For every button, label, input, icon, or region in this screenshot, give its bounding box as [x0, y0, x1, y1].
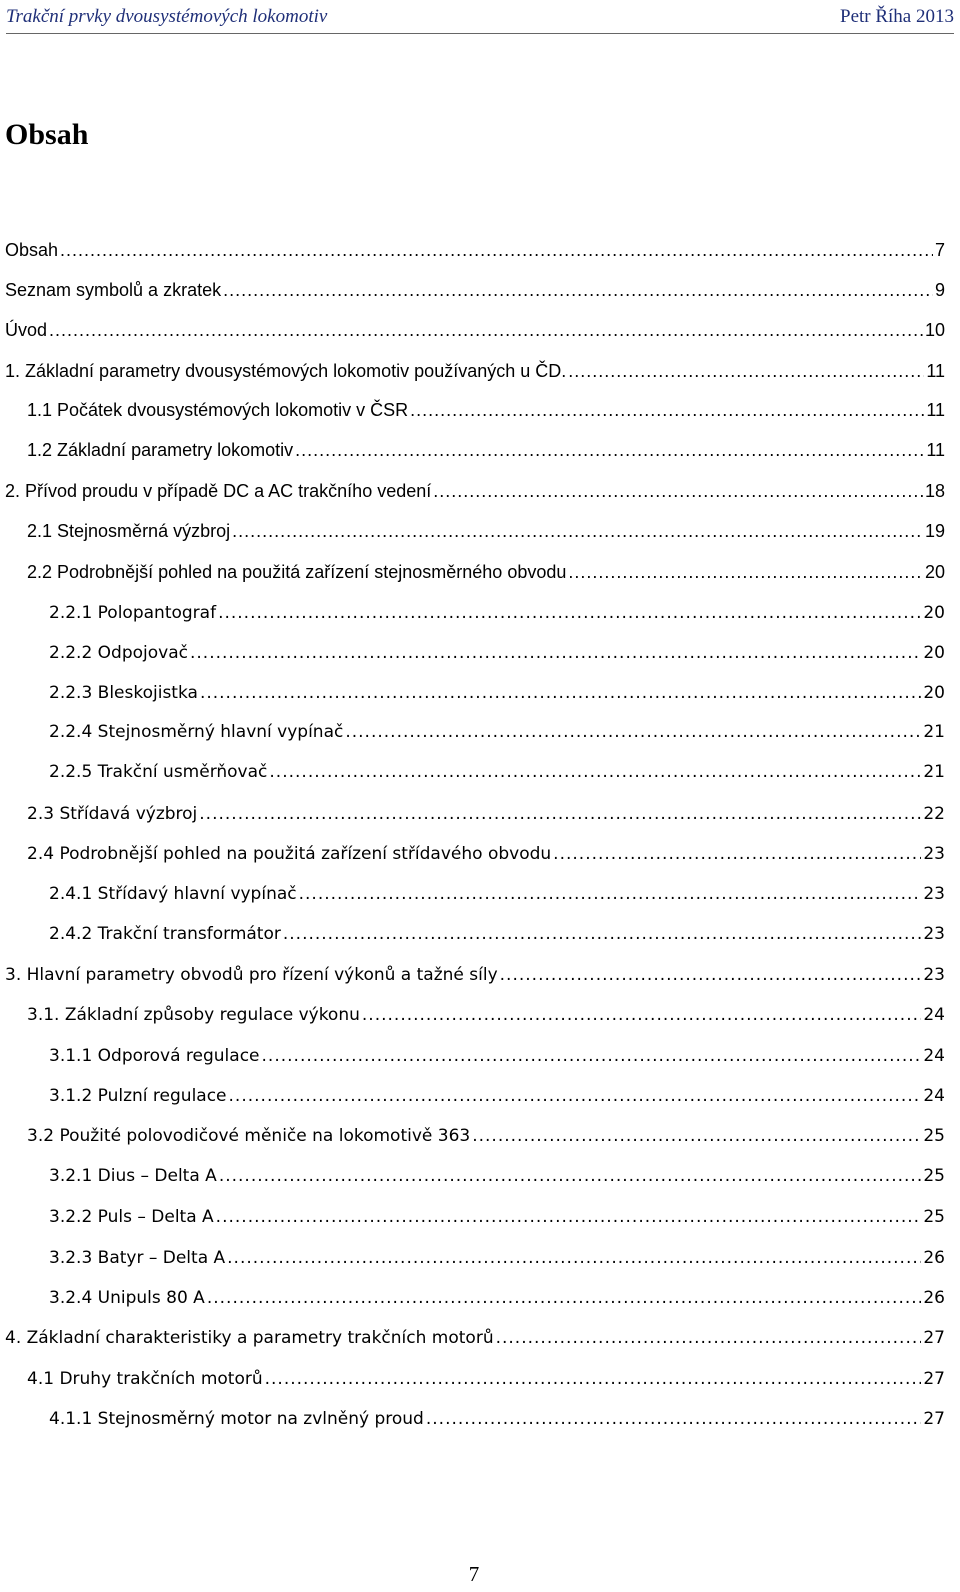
toc-entry-page: 21 — [923, 762, 945, 782]
toc-entry[interactable] — [5, 1248, 945, 1282]
toc-entry[interactable] — [5, 1207, 945, 1241]
toc-leader-dots — [265, 1369, 922, 1389]
toc-entry[interactable] — [5, 1086, 945, 1120]
toc-entry-label: 2.2.4 Stejnosměrný hlavní vypínač — [49, 722, 344, 742]
toc-leader-dots — [229, 1086, 922, 1106]
toc-entry-page: 10 — [924, 320, 945, 340]
toc-entry-page: 25 — [923, 1126, 945, 1146]
toc-entry-label: 2.4.1 Střídavý hlavní vypínač — [49, 884, 297, 904]
toc-entry[interactable] — [5, 1369, 945, 1403]
toc-entry[interactable] — [5, 603, 945, 637]
toc-entry[interactable] — [5, 1005, 945, 1039]
toc-entry-page: 27 — [923, 1369, 945, 1389]
toc-entry[interactable] — [5, 521, 945, 555]
toc-entry-page: 11 — [926, 361, 945, 381]
toc-leader-dots — [60, 240, 933, 261]
toc-leader-dots — [269, 762, 921, 782]
toc-entry-label: 3.1.2 Pulzní regulace — [49, 1086, 227, 1106]
toc-entry[interactable] — [5, 1126, 945, 1160]
toc-entry-label: 2.4 Podrobnější pohled na použitá zařízení střídavého obvodu — [27, 844, 552, 864]
toc-entry[interactable] — [5, 643, 945, 677]
toc-entry-page: 19 — [924, 521, 945, 541]
toc-leader-dots — [553, 844, 921, 864]
toc-leader-dots — [223, 280, 933, 301]
toc-entry[interactable] — [5, 683, 945, 717]
toc-leader-dots — [295, 440, 924, 461]
toc-entry-label: 3.2.2 Puls – Delta A — [49, 1207, 214, 1227]
toc-leader-dots — [433, 481, 923, 502]
toc-leader-dots — [283, 924, 922, 944]
toc-leader-dots — [219, 1166, 922, 1186]
toc-entry[interactable] — [5, 240, 945, 274]
toc-entry-label: 2.3 Střídavá výzbroj — [27, 804, 198, 824]
toc-leader-dots — [200, 683, 921, 703]
toc-entry-label: 3.2.3 Batyr – Delta A — [49, 1248, 226, 1268]
toc-entry-page: 24 — [923, 1046, 945, 1066]
toc-entry-page: 9 — [934, 280, 945, 300]
header-title: Trakční prvky dvousystémových lokomotiv — [6, 6, 328, 27]
toc-entry-page: 23 — [923, 844, 945, 864]
toc-leader-dots — [345, 722, 921, 742]
toc-leader-dots — [472, 1126, 921, 1146]
toc-entry-label: 2.4.2 Trakční transformátor — [49, 924, 281, 944]
toc-entry-label: 2.2.2 Odpojovač — [49, 643, 188, 663]
toc-entry-page: 20 — [923, 683, 945, 703]
toc-leader-dots — [207, 1288, 922, 1308]
toc-entry[interactable] — [5, 280, 945, 314]
toc-entry[interactable] — [5, 320, 945, 354]
toc-entry[interactable] — [5, 965, 945, 999]
toc-entry-label: 2.2.1 Polopantograf — [49, 603, 217, 623]
toc-entry-page: 23 — [923, 965, 945, 985]
toc-leader-dots — [262, 1046, 922, 1066]
toc-leader-dots — [500, 965, 922, 985]
toc-leader-dots — [218, 603, 921, 623]
toc-leader-dots — [496, 1328, 922, 1348]
toc-entry-label: 3.2.4 Unipuls 80 A — [49, 1288, 205, 1308]
toc-leader-dots — [199, 804, 921, 824]
toc-entry-label: Seznam symbolů a zkratek — [5, 280, 222, 300]
toc-entry-page: 20 — [923, 643, 945, 663]
toc-entry-label: 4.1 Druhy trakčních motorů — [27, 1369, 263, 1389]
toc-entry-label: 4.1.1 Stejnosměrný motor na zvlněný proud — [49, 1409, 424, 1429]
toc-entry-label: 2.2 Podrobnější pohled na použitá zařízení stejnosměrného obvodu — [27, 562, 567, 582]
toc-entry-label: 2.1 Stejnosměrná výzbroj — [27, 521, 231, 541]
toc-entry[interactable] — [5, 1409, 945, 1443]
toc-leader-dots — [362, 1005, 921, 1025]
toc-leader-dots — [227, 1248, 921, 1268]
toc-leader-dots — [190, 643, 921, 663]
toc-entry-page: 18 — [924, 481, 945, 501]
toc-entry-page: 24 — [923, 1086, 945, 1106]
toc-entry-label: 4. Základní charakteristiky a parametry trakčních motorů — [5, 1328, 494, 1348]
toc-entry-page: 24 — [923, 1005, 945, 1025]
toc-leader-dots — [426, 1409, 922, 1429]
toc-entry-page: 11 — [926, 400, 945, 420]
toc-entry-label: 1. Základní parametry dvousystémových lokomotiv používaných u ČD. — [5, 361, 567, 381]
page-number: 7 — [468, 1562, 480, 1586]
toc-entry-label: Úvod — [5, 320, 48, 340]
toc-entry-label: 2.2.5 Trakční usměrňovač — [49, 762, 268, 782]
toc-entry-page: 22 — [923, 804, 945, 824]
toc-entry[interactable] — [5, 1046, 945, 1080]
toc-entry-label: Obsah — [5, 240, 59, 260]
toc-entry-page: 25 — [923, 1166, 945, 1186]
toc-entry-label: 3.2.1 Dius – Delta A — [49, 1166, 217, 1186]
toc-leader-dots — [410, 400, 924, 421]
toc-entry-page: 7 — [934, 240, 945, 260]
toc-entry-label: 2. Přívod proudu v případě DC a AC trakčního vedení — [5, 481, 432, 501]
toc-leader-dots — [216, 1207, 922, 1227]
toc-entry-label: 3.1.1 Odporová regulace — [49, 1046, 260, 1066]
toc-entry-label: 1.1 Počátek dvousystémových lokomotiv v ČSR — [27, 400, 409, 420]
toc-entry[interactable] — [5, 884, 945, 918]
toc-leader-dots — [568, 562, 923, 583]
toc-leader-dots — [232, 521, 923, 542]
toc-entry[interactable] — [5, 562, 945, 596]
toc-entry[interactable] — [5, 1166, 945, 1200]
toc-entry[interactable] — [5, 440, 945, 474]
header-author: Petr Říha 2013 — [840, 6, 954, 27]
toc-entry-label: 1.2 Základní parametry lokomotiv — [27, 440, 294, 460]
toc-entry[interactable] — [5, 1328, 945, 1362]
toc-entry[interactable] — [5, 924, 945, 958]
toc-entry-page: 25 — [923, 1207, 945, 1227]
header-divider — [6, 33, 954, 34]
toc-entry[interactable] — [5, 481, 945, 515]
toc-entry-label: 3. Hlavní parametry obvodů pro řízení výkonů a tažné síly — [5, 965, 498, 985]
toc-leader-dots — [568, 361, 924, 382]
toc-entry-page: 20 — [924, 562, 945, 582]
toc-entry[interactable] — [5, 1288, 945, 1322]
toc-entry-page: 26 — [923, 1248, 945, 1268]
toc-entry[interactable] — [5, 762, 945, 796]
toc-entry-label: 2.2.3 Bleskojistka — [49, 683, 198, 703]
toc-entry[interactable] — [5, 400, 945, 434]
toc-entry[interactable] — [5, 722, 945, 756]
toc-entry-page: 21 — [923, 722, 945, 742]
toc-entry-page: 23 — [923, 924, 945, 944]
toc-entry-page: 23 — [923, 884, 945, 904]
running-header — [6, 4, 954, 34]
toc-entry-page: 27 — [923, 1328, 945, 1348]
toc-entry-page: 27 — [923, 1409, 945, 1429]
page-title: Obsah — [5, 118, 89, 151]
toc-entry-page: 26 — [923, 1288, 945, 1308]
toc-leader-dots — [299, 884, 922, 904]
toc-entry-label: 3.2 Použité polovodičové měniče na lokomotivě 363 — [27, 1126, 471, 1146]
toc-entry[interactable] — [5, 361, 945, 395]
toc-entry[interactable] — [5, 844, 945, 878]
toc-entry-page: 11 — [926, 440, 945, 460]
toc-leader-dots — [49, 320, 923, 341]
toc-entry[interactable] — [5, 804, 945, 838]
toc-entry-page: 20 — [923, 603, 945, 623]
toc-entry-label: 3.1. Základní způsoby regulace výkonu — [27, 1005, 360, 1025]
